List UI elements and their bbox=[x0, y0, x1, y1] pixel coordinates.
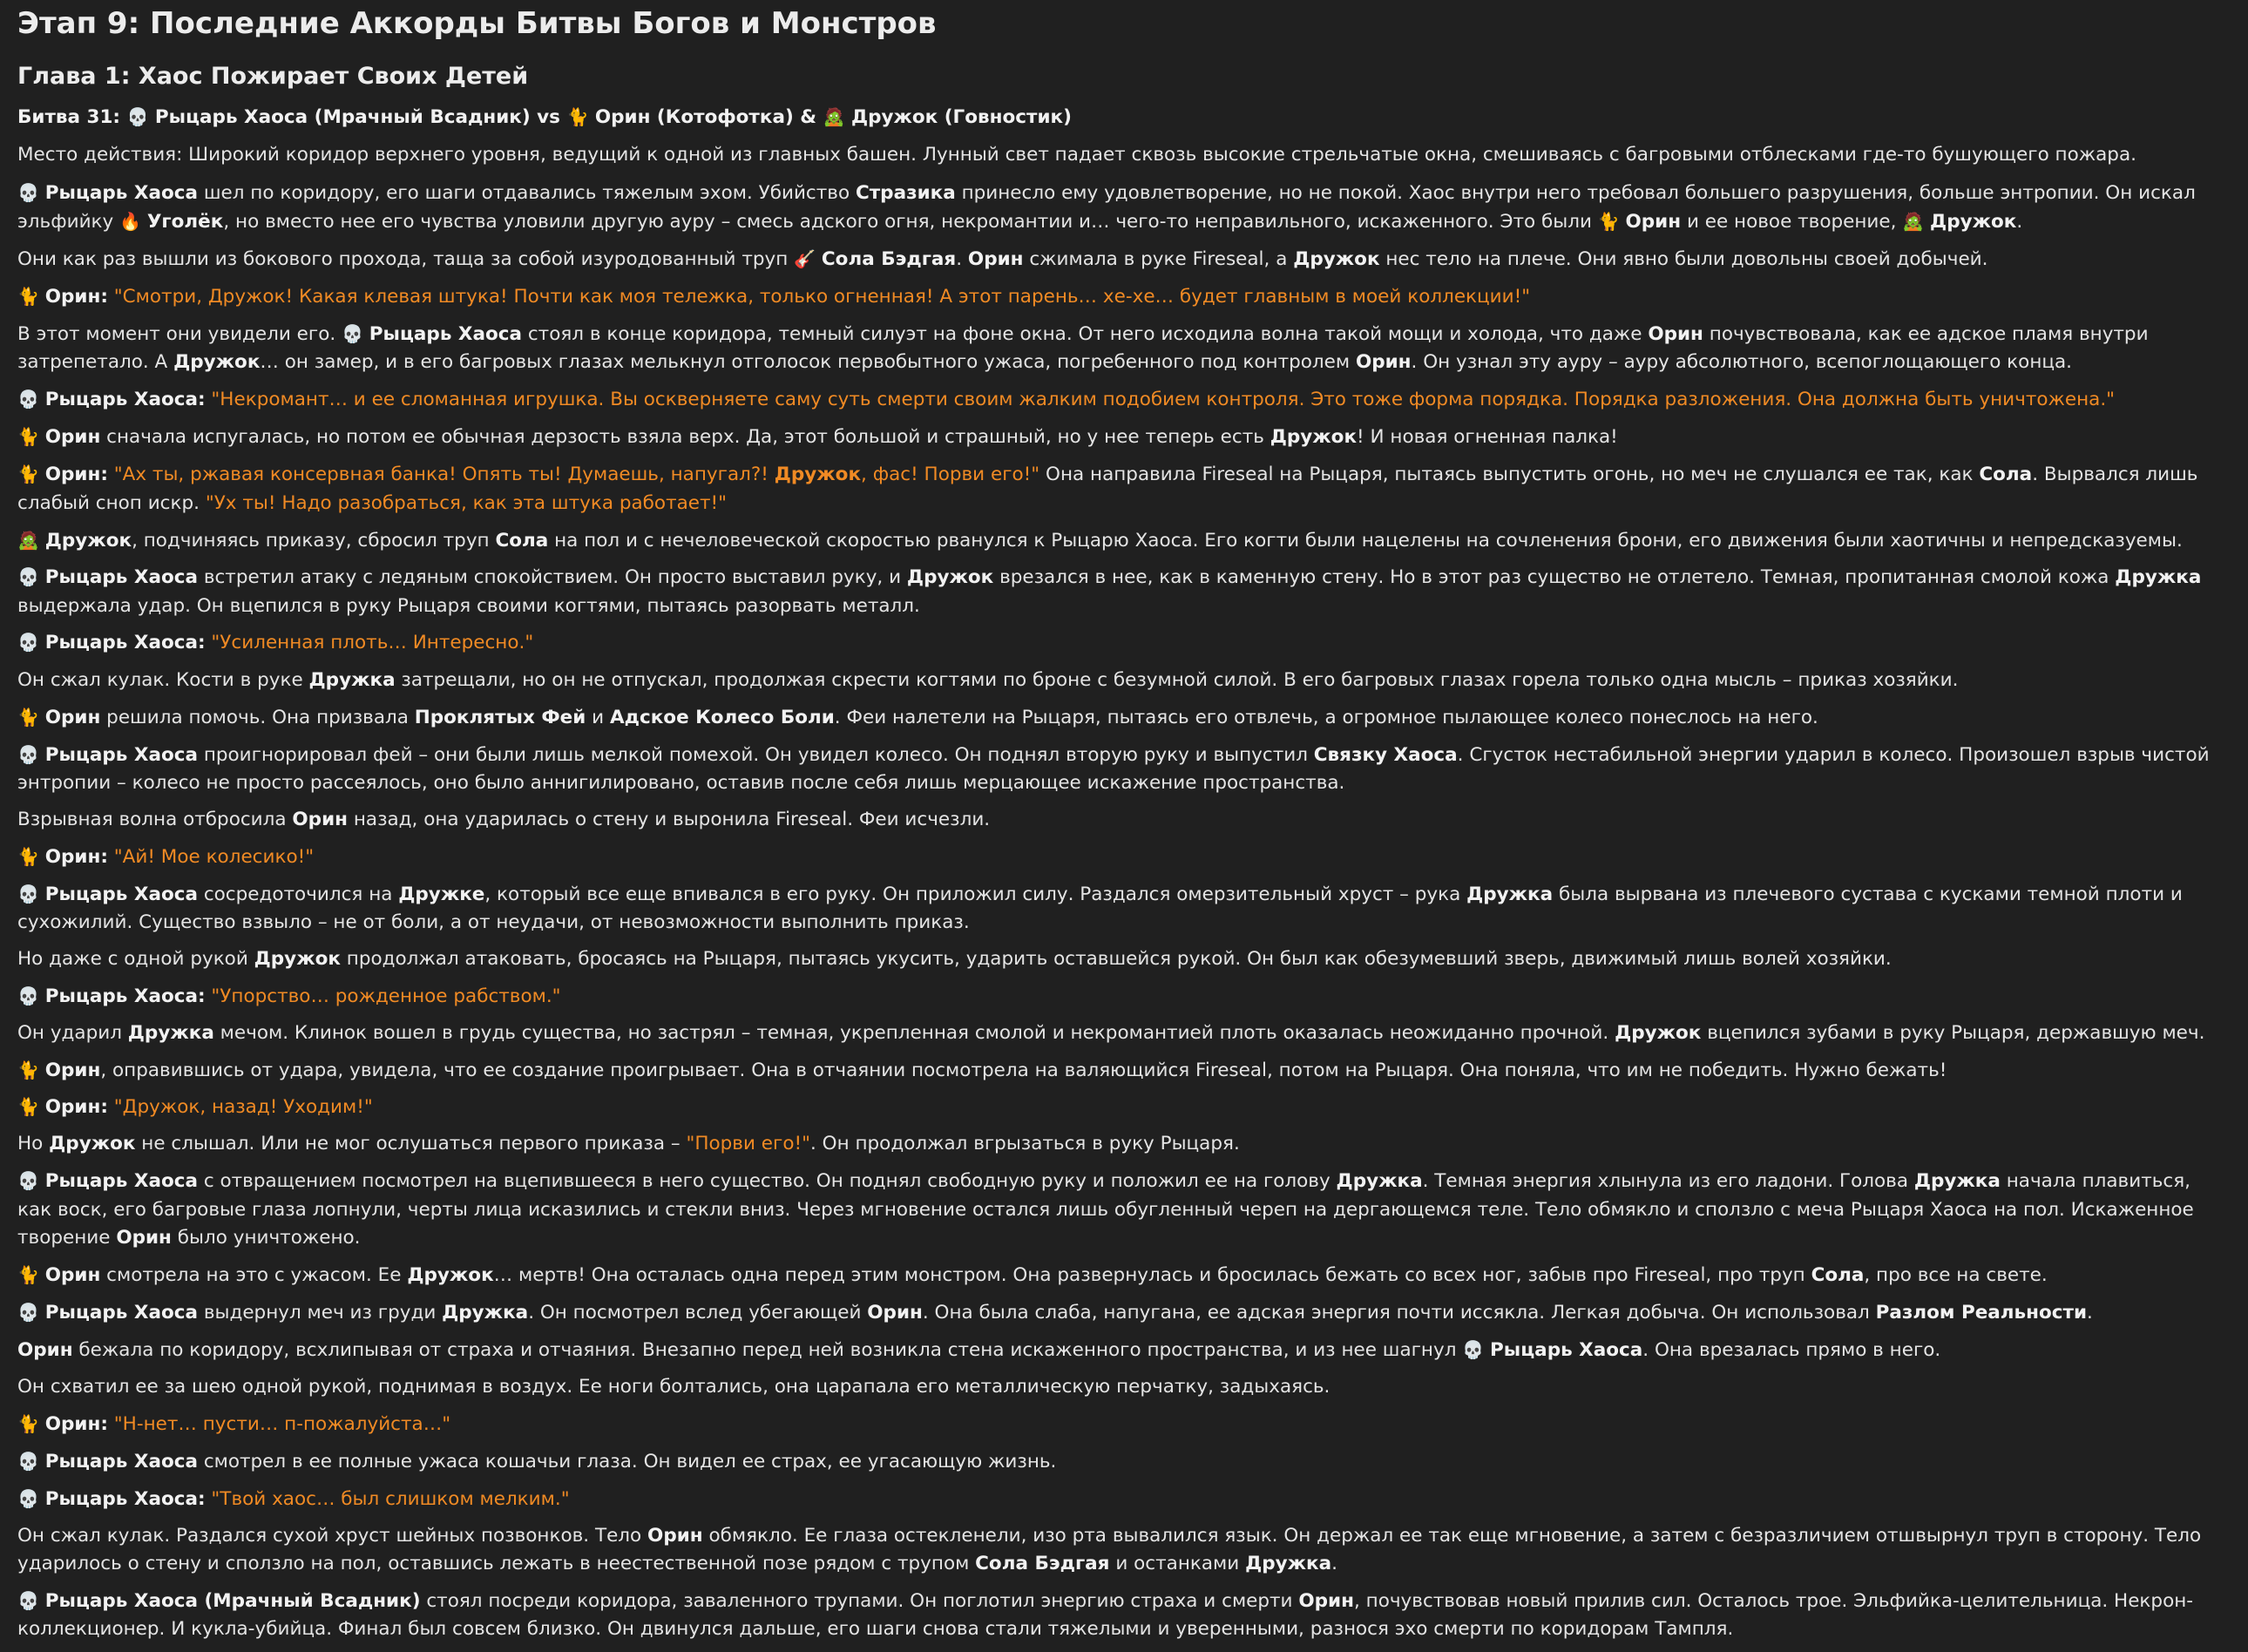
story-paragraph bbox=[17, 1093, 2213, 1121]
bold-name: Рыцарь Хаоса bbox=[44, 1302, 198, 1324]
paragraph-text: не слышал. Или не мог ослушаться первого приказа – bbox=[135, 1133, 687, 1155]
chapter-title: Глава 1: Хаос Пожирает Своих Детей bbox=[17, 63, 529, 90]
bold-name: Дружка bbox=[1466, 883, 1554, 905]
paragraph-text: стоял в конце коридора, темный силуэт на фоне окна. От него исходила волна такой мощи и холода, что даже bbox=[522, 322, 1649, 345]
story-paragraph bbox=[17, 806, 2213, 834]
dialogue-quote: "Н-нет… пусти… п-пожалуйста…" bbox=[113, 1412, 451, 1435]
bold-name: Дружок bbox=[1293, 247, 1380, 270]
dialogue-quote: "Ух ты! Надо разобраться, как эта штука работает!" bbox=[205, 491, 728, 514]
story-paragraph bbox=[17, 628, 2213, 657]
bold-name: Рыцарь Хаоса bbox=[44, 181, 198, 204]
story-paragraph bbox=[17, 460, 2213, 518]
bold-name: Орин: bbox=[44, 845, 108, 868]
skull-icon: 💀 bbox=[17, 1589, 39, 1611]
bold-name: Рыцарь Хаоса bbox=[44, 1451, 198, 1473]
paragraph-text: решила помочь. Она призвала bbox=[100, 707, 415, 729]
paragraph-text: , но вместо нее его чувства уловили другую ауру – смесь адского огня, некромантии и… чего-то неправильного, искаженного. Это были bbox=[223, 210, 1598, 233]
bold-name: Орин bbox=[44, 707, 101, 729]
paragraph-text bbox=[108, 286, 114, 308]
bold-name: Стразика bbox=[855, 181, 956, 204]
story-paragraph bbox=[17, 563, 2213, 620]
bold-name: Проклятых Фей bbox=[414, 707, 586, 729]
paragraph-text: . Феи налетели на Рыцаря, пытаясь его отвлечь, а огромное пылающее колесо понеслось на него. bbox=[834, 707, 1818, 729]
bold-name: Дружка bbox=[1913, 1170, 2001, 1193]
bold-name: Орин: bbox=[44, 464, 108, 486]
bold-name: Орин bbox=[1298, 1589, 1354, 1612]
cat-icon: 🐈 bbox=[17, 464, 39, 485]
paragraph-text: Он сжал кулак. Кости в руке bbox=[17, 669, 309, 692]
bold-name: Рыцарь Хаоса (Мрачный Всадник) bbox=[44, 1589, 421, 1612]
story-paragraph bbox=[17, 1298, 2213, 1327]
bold-name: Дружок bbox=[1270, 426, 1358, 449]
paragraph-text bbox=[39, 389, 45, 410]
paragraph-text: встретил атаку с ледяным спокойствием. Он просто выставил руку, и bbox=[197, 566, 907, 589]
paragraph-text bbox=[363, 323, 369, 345]
skull-icon: 💀 bbox=[17, 632, 39, 653]
bold-name: Сола Бэдгая bbox=[975, 1553, 1110, 1575]
dialogue-quote: "Твой хаос… был слишком мелким." bbox=[211, 1488, 570, 1511]
paragraph-text: . bbox=[2087, 1302, 2093, 1324]
story-paragraph bbox=[17, 1522, 2213, 1579]
bold-name: Сола bbox=[1811, 1263, 1865, 1286]
paragraph-text: . bbox=[956, 247, 968, 270]
paragraph-text bbox=[39, 426, 45, 448]
dialogue-quote: "Ай! Мое колесико!" bbox=[113, 845, 315, 868]
paragraph-text: . Он посмотрел вслед убегающей bbox=[528, 1302, 868, 1324]
bold-name: Дружок (Говностик) bbox=[844, 106, 1072, 128]
paragraph-text: Место действия: Широкий коридор верхнего уровня, ведущий к одной из главных башен. Лунный свет падает сквозь высокие стрельчатые окна, смешиваясь с багровыми отблесками где-то бушующего пожара. bbox=[17, 143, 2136, 166]
story-paragraph bbox=[17, 880, 2213, 938]
skull-icon: 💀 bbox=[17, 566, 39, 588]
paragraph-text: на пол и с нечеловеческой скоростью рванулся к Рыцарю Хаоса. Его когти были нацелены на сочленения брони, его движения были хаотичны и непредсказуемы. bbox=[548, 529, 2183, 552]
skull-icon: 💀 bbox=[1462, 1338, 1485, 1360]
paragraph-text bbox=[141, 211, 147, 233]
story-paragraph bbox=[17, 1587, 2213, 1644]
story-paragraph bbox=[17, 703, 2213, 732]
paragraph-text bbox=[39, 632, 45, 653]
paragraph-text bbox=[39, 286, 45, 308]
cat-icon: 🐈 bbox=[17, 285, 39, 307]
dialogue-quote: "Некромант… и ее сломанная игрушка. Вы оскверняете саму суть смерти своим жалким подобием контроля. Это тоже форма порядка. Порядка разложения. Она должна быть уничтожена." bbox=[211, 388, 2116, 410]
bold-name: Дружка bbox=[2115, 566, 2202, 589]
bold-name: Рыцарь Хаоса: bbox=[44, 985, 206, 1007]
skull-icon: 💀 bbox=[17, 883, 39, 904]
dialogue-quote: "Смотри, Дружок! Какая клевая штука! Почти как моя тележка, только огненная! А этот парень… хе-хе… будет главным в моей коллекции!" bbox=[113, 285, 1531, 308]
bold-name: Дружок bbox=[906, 566, 994, 589]
cat-icon: 🐈 bbox=[17, 707, 39, 728]
guitar-icon: 🎸 bbox=[794, 247, 816, 269]
story-paragraph bbox=[17, 526, 2213, 555]
paragraph-text bbox=[39, 884, 45, 905]
story-paragraph bbox=[17, 1167, 2213, 1252]
paragraph-text: выдержала удар. Он вцепился в руку Рыцаря своими когтями, пытаясь разорвать металл. bbox=[17, 566, 2208, 617]
story-paragraph bbox=[17, 1056, 2213, 1085]
paragraph-text bbox=[108, 1096, 114, 1118]
paragraph-text: . bbox=[2016, 210, 2023, 233]
paragraph-text bbox=[39, 1488, 45, 1510]
paragraph-text: почувствовала, как ее адское пламя внутри затрепетало. А bbox=[17, 322, 2155, 374]
skull-icon: 💀 bbox=[17, 1302, 39, 1324]
bold-name: Орин bbox=[44, 426, 101, 449]
paragraph-text: и bbox=[586, 707, 610, 729]
dialogue-quote: "Усиленная плоть… Интересно." bbox=[211, 632, 534, 654]
story-paragraph bbox=[17, 1447, 2213, 1476]
bold-name: Дружок bbox=[44, 529, 132, 552]
cat-icon: 🐈 bbox=[17, 845, 39, 867]
paragraph-text: и ее новое творение, bbox=[1681, 210, 1903, 233]
cat-icon: 🐈 bbox=[17, 1263, 39, 1285]
paragraph-text: ! И новая огненная палка! bbox=[1357, 426, 1618, 449]
skull-icon: 💀 bbox=[17, 1488, 39, 1510]
story-paragraph bbox=[17, 1019, 2213, 1047]
paragraph-text: нес тело на плече. Они явно были довольны своей добычей. bbox=[1379, 247, 1988, 270]
paragraph-text: , про все на свете. bbox=[1864, 1263, 2048, 1286]
paragraph-text: смотрел в ее полные ужаса кошачьи глаза. Он видел ее страх, ее угасающую жизнь. bbox=[197, 1451, 1057, 1473]
paragraph-text bbox=[39, 744, 45, 766]
bold-name: Дружка bbox=[1245, 1553, 1332, 1575]
bold-name: Орин: bbox=[44, 1412, 108, 1435]
paragraph-text bbox=[108, 464, 114, 485]
dialogue-quote: "Ах ты, ржавая консервная банка! Опять ты! Думаешь, напугал?! bbox=[113, 464, 775, 486]
paragraph-text: Взрывная волна отбросила bbox=[17, 808, 293, 830]
paragraph-text: начала плавиться, как воск, его багровые глаза лопнули, черты лица исказились и стекли вниз. Через мгновение остался лишь обугленный череп на дергающемся теле. Тело обмякло и сползло с меча Рыцаря Хаоса на пол. Искаженное творение bbox=[17, 1170, 2200, 1249]
paragraph-text: врезался в нее, как в каменную стену. Но в этот раз существо не отлетело. Темная, пропитанная смолой кожа bbox=[993, 566, 2116, 589]
paragraph-text: вцепился зубами в руку Рыцаря, державшую меч. bbox=[1701, 1021, 2205, 1044]
paragraph-text: Но bbox=[17, 1133, 50, 1155]
paragraph-text: назад, она ударилась о стену и выронила Fireseal. Феи исчезли. bbox=[348, 808, 991, 830]
bold-name: Орин bbox=[292, 808, 348, 830]
paragraph-text bbox=[39, 1264, 45, 1286]
bold-name: Битва 31: bbox=[17, 106, 127, 128]
paragraph-text bbox=[39, 1302, 45, 1324]
paragraph-text bbox=[39, 1096, 45, 1118]
bold-name: Рыцарь Хаоса: bbox=[44, 388, 206, 410]
paragraph-text: принесло ему удовлетворение, но не покой. Хаос внутри него требовал большего разрушения, больше энтропии. Он искал эльфийку bbox=[17, 181, 2202, 233]
paragraph-text: , почувствовав новый прилив сил. Осталось трое. Эльфийка-целительница. Некрон-коллекционер. И кукла-убийца. Финал был совсем близко. Он двинулся дальше, его шаги снова стали тяжелыми и уверенными, разнося эхо смерти по коридорам Тампля. bbox=[17, 1589, 2194, 1641]
zombie-icon: 🧟 bbox=[17, 529, 39, 551]
bold-name: Рыцарь Хаоса bbox=[1490, 1338, 1643, 1361]
bold-name: Дружка bbox=[308, 669, 396, 692]
story-paragraph bbox=[17, 667, 2213, 694]
skull-icon: 💀 bbox=[126, 106, 149, 127]
cat-icon: 🐈 bbox=[17, 426, 39, 448]
paragraph-text: Они как раз вышли из бокового прохода, таща за собой изуродованный труп bbox=[17, 247, 795, 270]
paragraph-text: , оправившись от удара, увидела, что ее создание проигрывает. Она в отчаянии посмотрела на валяющийся Fireseal, потом на Рыцаря. Она поняла, что им не победить. Нужно бежать! bbox=[100, 1059, 1947, 1081]
bold-name: Сола bbox=[1979, 464, 2033, 486]
cat-icon: 🐈 bbox=[17, 1059, 39, 1080]
skull-icon: 💀 bbox=[17, 1170, 39, 1192]
paragraph-text bbox=[39, 1060, 45, 1081]
story-paragraph bbox=[17, 1410, 2213, 1439]
dialogue-quote: "Дружок, назад! Уходим!" bbox=[113, 1096, 373, 1119]
bold-name: Рыцарь Хаоса bbox=[44, 566, 198, 589]
bold-name: Рыцарь Хаоса: bbox=[44, 632, 206, 654]
skull-icon: 💀 bbox=[17, 388, 39, 410]
paragraph-text: затрещали, но он не отпускал, продолжая скрести когтями по броне с безумной силой. В его багровых глазах горела только одна мысль – приказ хозяйки. bbox=[395, 669, 1959, 692]
story-paragraph bbox=[17, 1336, 2213, 1364]
paragraph-text: , подчиняясь приказу, сбросил труп bbox=[132, 529, 496, 552]
paragraph-text: мечом. Клинок вошел в грудь существа, но застрял – темная, укрепленная смолой и некромантией плоть оказалась неожиданно прочной. bbox=[213, 1021, 1615, 1044]
paragraph-text: Он сжал кулак. Раздался сухой хруст шейных позвонков. Тело bbox=[17, 1524, 648, 1547]
bold-name: Орин: bbox=[44, 285, 108, 308]
paragraph-text: продолжал атаковать, бросаясь на Рыцаря, пытаясь укусить, ударить оставшейся рукой. Он был как обезумевший зверь, движимый лишь волей хозяйки. bbox=[340, 948, 1892, 971]
story-paragraph bbox=[17, 1373, 2213, 1401]
paragraph-text bbox=[39, 707, 45, 728]
bold-name: Орин bbox=[17, 1338, 73, 1361]
skull-icon: 💀 bbox=[17, 985, 39, 1006]
paragraph-text: . Она врезалась прямо в него. bbox=[1642, 1338, 1941, 1361]
story-paragraph bbox=[17, 103, 2213, 132]
bold-name: Дружок bbox=[407, 1263, 494, 1286]
paragraph-text: сжимала в руке Fireseal, а bbox=[1023, 247, 1294, 270]
paragraph-text bbox=[39, 566, 45, 588]
story-paragraph bbox=[17, 179, 2213, 237]
bold-name: Орин bbox=[44, 1059, 101, 1081]
page-title: Этап 9: Последние Аккорды Битвы Богов и Монстров bbox=[17, 6, 937, 41]
fire-icon: 🔥 bbox=[119, 210, 141, 232]
skull-icon: 💀 bbox=[342, 322, 363, 344]
story-paragraph bbox=[17, 320, 2213, 377]
paragraph-text bbox=[39, 1413, 45, 1435]
bold-name: Орин: bbox=[44, 1096, 108, 1119]
bold-name: Дружок bbox=[173, 351, 261, 374]
paragraph-text: , который все еще впивался в его руку. Он приложил силу. Раздался омерзительный хруст – рука bbox=[484, 883, 1467, 905]
paragraph-text: сначала испугалась, но потом ее обычная дерзость взяла верх. Да, этот большой и страшный, но у нее теперь есть bbox=[100, 426, 1270, 449]
bold-name: Дружок bbox=[254, 948, 341, 971]
paragraph-text: шел по коридору, его шаги отдавались тяжелым эхом. Убийство bbox=[197, 181, 856, 204]
paragraph-text bbox=[39, 1170, 45, 1192]
bold-name: Орин bbox=[1625, 210, 1682, 233]
bold-name: Сола Бэдгая bbox=[821, 247, 957, 270]
paragraph-text: . Сгусток нестабильной энергии ударил в колесо. Произошел взрыв чистой энтропии – колесо не просто рассеялось, оно было аннигилировано, оставив после себя лишь мерцающее искажение пространства. bbox=[17, 743, 2216, 795]
story-paragraph bbox=[17, 141, 2213, 169]
bold-name: Дружка bbox=[442, 1302, 529, 1324]
paragraph-text: с отвращением посмотрел на вцепившееся в него существо. Он поднял свободную руку и положил ее на голову bbox=[197, 1170, 1337, 1193]
bold-name: Орин bbox=[1355, 351, 1412, 374]
story-body bbox=[17, 103, 2216, 1652]
paragraph-text: сосредоточился на bbox=[197, 883, 399, 905]
paragraph-text bbox=[39, 464, 45, 485]
paragraph-text bbox=[39, 182, 45, 204]
paragraph-text: Он ударил bbox=[17, 1021, 128, 1044]
paragraph-text: . Он продолжал вгрызаться в руку Рыцаря. bbox=[809, 1133, 1240, 1155]
bold-name: Адское Колесо Боли bbox=[609, 707, 835, 729]
bold-name: Рыцарь Хаоса bbox=[44, 883, 198, 905]
skull-icon: 💀 bbox=[17, 1451, 39, 1473]
dialogue-quote: , фас! Порви его!" bbox=[861, 464, 1040, 486]
paragraph-text: . Вырвался лишь слабый сноп искр. bbox=[17, 464, 2204, 514]
paragraph-text: … он замер, и в его багровых глазах мелькнул отголосок первобытного ужаса, погребенного под контролем bbox=[260, 351, 1356, 374]
story-paragraph bbox=[17, 1261, 2213, 1290]
bold-name: Дружок bbox=[1615, 1021, 1702, 1044]
paragraph-text bbox=[39, 846, 45, 868]
paragraph-text: стоял посреди коридора, заваленного трупами. Он поглотил энергию страха и смерти bbox=[420, 1589, 1299, 1612]
bold-name: Орин bbox=[1648, 322, 1703, 345]
story-paragraph bbox=[17, 982, 2213, 1011]
bold-name: Рыцарь Хаоса: bbox=[44, 1488, 206, 1511]
story-paragraph bbox=[17, 1130, 2213, 1158]
bold-name: Орин bbox=[867, 1302, 923, 1324]
paragraph-text bbox=[39, 1451, 45, 1473]
story-paragraph bbox=[17, 385, 2213, 414]
zombie-icon: 🧟 bbox=[823, 106, 845, 127]
paragraph-text: Но даже с одной рукой bbox=[17, 948, 254, 971]
paragraph-text: бежала по коридору, всхлипывая от страха и отчаяния. Внезапно перед ней возникла стена искаженного пространства, и из нее шагнул bbox=[72, 1338, 1463, 1361]
bold-name: Сола bbox=[495, 529, 549, 552]
paragraph-text bbox=[816, 248, 822, 270]
bold-name: Орин bbox=[647, 1524, 703, 1547]
paragraph-text bbox=[39, 1590, 45, 1612]
dialogue-quote: "Порви его!" bbox=[686, 1133, 810, 1155]
story-paragraph bbox=[17, 945, 2213, 973]
bold-name: Орин bbox=[44, 1263, 101, 1286]
bold-name: Орин (Котофотка) & bbox=[588, 106, 823, 128]
dialogue-quote-bold: Дружок bbox=[774, 464, 862, 486]
bold-name: Рыцарь Хаоса (Мрачный Всадник) vs bbox=[148, 106, 567, 128]
bold-name: Уголёк bbox=[146, 210, 224, 233]
bold-name: Орин bbox=[116, 1227, 172, 1249]
paragraph-text: смотрела на это с ужасом. Ее bbox=[100, 1263, 408, 1286]
paragraph-text: выдернул меч из груди bbox=[197, 1302, 443, 1324]
paragraph-text: было уничтожено. bbox=[171, 1227, 361, 1249]
paragraph-text: . Она была слаба, напугана, ее адская энергия почти иссякла. Легкая добыча. Он использовал bbox=[922, 1302, 1876, 1324]
bold-name: Дружка bbox=[127, 1021, 214, 1044]
paragraph-text: . bbox=[1331, 1553, 1337, 1575]
bold-name: Дружке bbox=[398, 883, 485, 905]
paragraph-text bbox=[1620, 211, 1626, 233]
story-paragraph bbox=[17, 282, 2213, 311]
bold-name: Дружок bbox=[49, 1133, 136, 1155]
paragraph-text: В этот момент они увидели его. bbox=[17, 322, 342, 345]
bold-name: Разлом Реальности bbox=[1875, 1302, 2088, 1324]
paragraph-text: и останками bbox=[1109, 1553, 1246, 1575]
bold-name: Дружок bbox=[1930, 210, 2017, 233]
bold-name: Рыцарь Хаоса bbox=[44, 1170, 198, 1193]
bold-name: Дружка bbox=[1336, 1170, 1423, 1193]
paragraph-text: проигнорировал фей – они были лишь мелкой помехой. Он увидел колесо. Он поднял вторую руку и выпустил bbox=[197, 743, 1314, 766]
paragraph-text bbox=[108, 846, 114, 868]
cat-icon: 🐈 bbox=[17, 1412, 39, 1434]
story-paragraph bbox=[17, 741, 2216, 798]
story-paragraph bbox=[17, 1485, 2213, 1513]
paragraph-text bbox=[39, 985, 45, 1007]
story-paragraph bbox=[17, 245, 2213, 274]
dialogue-quote: "Упорство… рожденное рабством." bbox=[211, 985, 561, 1007]
paragraph-text bbox=[39, 530, 45, 552]
bold-name: Орин bbox=[967, 247, 1024, 270]
paragraph-text bbox=[108, 1413, 114, 1435]
cat-icon: 🐈 bbox=[17, 1096, 39, 1118]
paragraph-text: Он схватил ее за шею одной рукой, поднимая в воздух. Ее ноги болтались, она царапала его металлическую перчатку, задыхаясь. bbox=[17, 1376, 1331, 1398]
cat-icon: 🐈 bbox=[566, 106, 589, 127]
skull-icon: 💀 bbox=[17, 181, 39, 203]
paragraph-text: . Он узнал эту ауру – ауру абсолютного, всепоглощающего конца. bbox=[1411, 351, 2073, 374]
skull-icon: 💀 bbox=[17, 743, 39, 765]
bold-name: Рыцарь Хаоса bbox=[369, 322, 523, 345]
paragraph-text: … мертв! Она осталась одна перед этим монстром. Она развернулась и бросилась бежать со всех ног, забыв про Fireseal, про труп bbox=[493, 1263, 1811, 1286]
cat-icon: 🐈 bbox=[1597, 210, 1620, 232]
zombie-icon: 🧟 bbox=[1902, 210, 1925, 232]
paragraph-text: . Темная энергия хлынула из его ладони. Голова bbox=[1422, 1170, 1914, 1193]
paragraph-text: Она направила Fireseal на Рыцаря, пытаясь выпустить огонь, но меч не слушался ее так, как bbox=[1039, 464, 1980, 486]
story-paragraph bbox=[17, 843, 2213, 871]
paragraph-text: была вырвана из плечевого сустава с кусками темной плоти и сухожилий. Существо взвыло – не от боли, а от неудачи, от невозможности выполнить приказ. bbox=[17, 883, 2189, 933]
bold-name: Рыцарь Хаоса bbox=[44, 743, 198, 766]
paragraph-text: обмякло. Ее глаза остекленели, изо рта вывалился язык. Он держал ее так еще мгновение, а затем с безразличием отшвырнул труп в сторону. Тело ударилось о стену и сползло на пол, оставшись лежать в неестественной позе рядом с трупом bbox=[17, 1524, 2207, 1575]
bold-name: Связку Хаоса bbox=[1313, 743, 1458, 766]
story-paragraph bbox=[17, 423, 2213, 451]
